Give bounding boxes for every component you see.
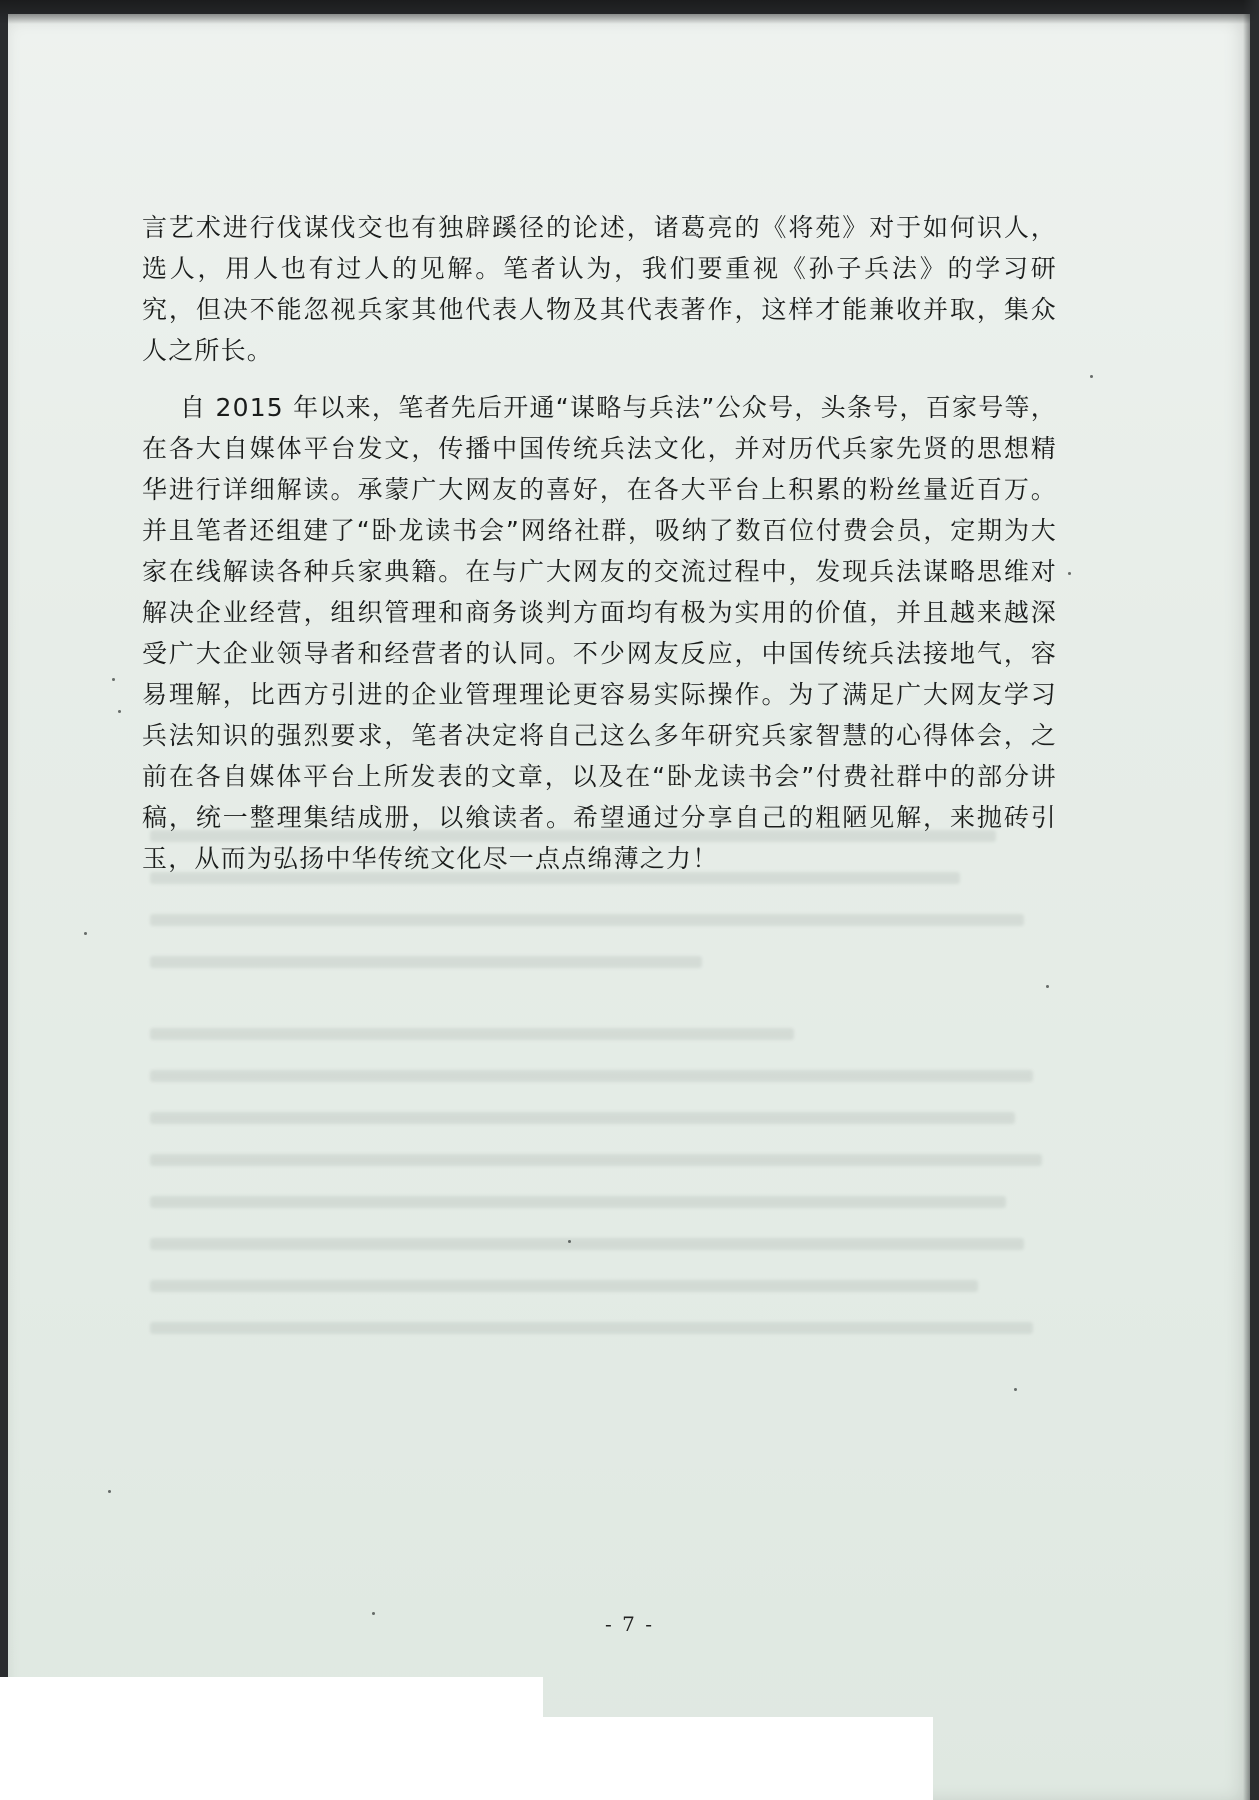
page-number: - 7 - — [605, 1612, 654, 1636]
dust-speck — [1068, 572, 1071, 575]
scan-top-edge — [0, 0, 1259, 24]
dust-speck — [372, 1612, 375, 1615]
dust-speck — [118, 710, 121, 713]
dust-speck — [108, 1490, 111, 1493]
body-text — [142, 207, 1057, 879]
paragraph-1: 言艺术进行伐谋伐交也有独辟蹊径的论述，诸葛亮的《将苑》对于如何识人，选人，用人也有过人的见解。笔者认为，我们要重视《孙子兵法》的学习研究，但决不能忽视兵家其他代表人物及其代表著作，这样才能兼收并取，集众人之所长。 — [142, 213, 1057, 365]
dust-speck — [568, 1240, 571, 1243]
dust-speck — [112, 678, 115, 681]
redaction-block — [326, 1717, 933, 1800]
dust-speck — [1014, 1388, 1017, 1391]
dust-speck — [84, 932, 87, 935]
dust-speck — [1090, 375, 1093, 378]
scan-right-edge — [1243, 0, 1259, 1800]
paragraph-2: 自 2015 年以来，笔者先后开通“谋略与兵法”公众号，头条号，百家号等，在各大自媒体平台发文，传播中国传统兵法文化，并对历代兵家先贤的思想精华进行详细解读。承蒙广大网友的喜好，在各大平台上积累的粉丝量近百万。并且笔者还组建了“卧龙读书会”网络社群，吸纳了数百位付费会员，定期为大家在线解读各种兵家典籍。在与广大网友的交流过程中，发现兵法谋略思维对解决企业经营，组织管理和商务谈判方面均有极为实用的价值，并且越来越深受广大企业领导者和经营者的认同。不少网友反应，中国传统兵法接地气，容易理解，比西方引进的企业管理理论更容易实际操作。为了满足广大网友学习兵法知识的强烈要求，笔者决定将自己这么多年研究兵家智慧的心得体会，之前在各自媒体平台上所发表的文章，以及在“卧龙读书会”付费社群中的部分讲稿，统一整理集结成册，以飨读者。希望通过分享自己的粗陋见解，来抛砖引玉，从而为弘扬中华传统文化尽一点点绵薄之力！ — [142, 393, 1057, 873]
dust-speck — [1046, 985, 1049, 988]
